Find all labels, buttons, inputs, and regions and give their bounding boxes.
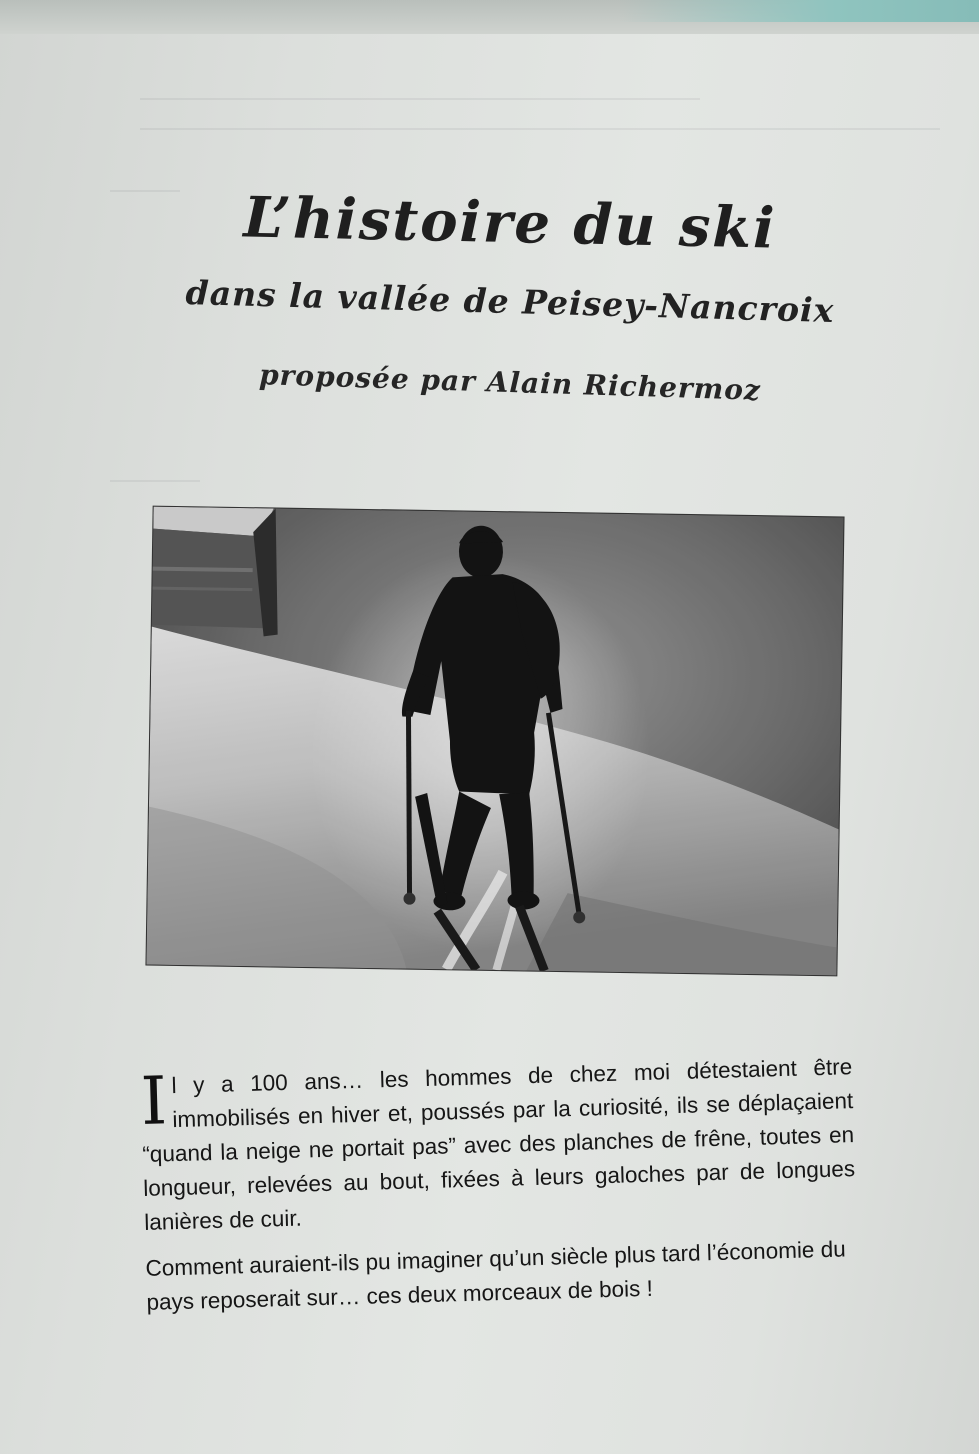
previous-page-edge	[0, 0, 979, 34]
page-title: L’histoire du ski	[242, 184, 778, 262]
paragraph-2: Comment auraient-ils pu imaginer qu’un siècle plus tard l’économie du pays reposerait sur… ces deux morceaux de bois !	[145, 1236, 846, 1315]
show-through-line	[140, 98, 700, 100]
page-subtitle: dans la vallée de Peisey-Nancroix	[185, 272, 835, 331]
show-through-line	[110, 190, 180, 192]
article-body	[140, 1050, 859, 1320]
skier-climbing-snow-slope-photo-icon	[146, 507, 843, 976]
show-through-line	[140, 128, 940, 130]
show-through-line	[110, 480, 200, 482]
skier-photo	[146, 507, 843, 976]
paragraph-1	[140, 1050, 856, 1240]
drop-cap: I	[139, 1062, 169, 1140]
paragraph-1-text: l y a 100 ans… les hommes de chez moi détestaient être immobilisés en hiver et, poussés par la curiosité, ils se déplaçaient “quand la neige ne portait pas” avec des planches de frêne, toutes en longueur, relevées au bout, fixées à leurs galoches par de longues lanières de cuir.	[142, 1054, 856, 1235]
author-byline: proposée par Alain Richermoz	[258, 358, 762, 407]
